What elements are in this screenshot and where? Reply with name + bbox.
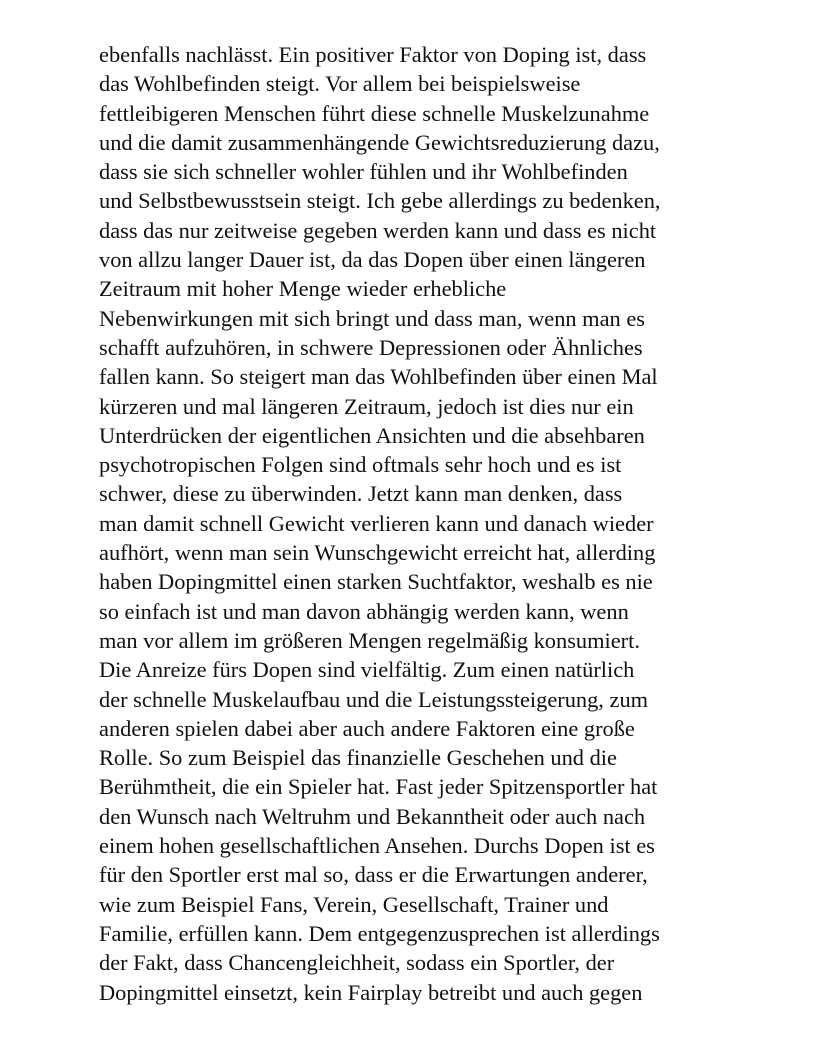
text-line: dass sie sich schneller wohler fühlen und ihr Wohlbefinden	[99, 159, 628, 185]
text-line: schwer, diese zu überwinden. Jetzt kann man denken, dass	[99, 481, 623, 507]
text-line: der schnelle Muskelaufbau und die Leistungssteigerung, zum	[99, 686, 649, 712]
text-line: psychotropischen Folgen sind oftmals sehr hoch und es ist	[99, 452, 622, 478]
text-line: kürzeren und mal längeren Zeitraum, jedoch ist dies nur ein	[99, 393, 634, 419]
text-line: ebenfalls nachlässt. Ein positiver Faktor von Doping ist, dass	[99, 42, 647, 67]
text-line: und die damit zusammenhängende Gewichtsreduzierung dazu,	[99, 129, 660, 155]
text-line: man damit schnell Gewicht verlieren kann und danach wieder	[99, 510, 654, 536]
text-line: und Selbstbewusstsein steigt. Ich gebe allerdings zu bedenken,	[99, 188, 661, 214]
text-line: einem hohen gesellschaftlichen Ansehen. Durchs Dopen ist es	[99, 833, 655, 859]
text-line: so einfach ist und man davon abhängig werden kann, wenn	[99, 598, 629, 624]
text-line: man vor allem im größeren Mengen regelmäßig konsumiert.	[99, 627, 640, 653]
text-line: dass das nur zeitweise gegeben werden kann und dass es nicht	[99, 217, 657, 243]
text-line: Rolle. So zum Beispiel das finanzielle Geschehen und die	[99, 745, 617, 771]
text-line: fettleibigeren Menschen führt diese schnelle Muskelzunahme	[99, 100, 650, 126]
text-line: Berühmtheit, die ein Spieler hat. Fast jeder Spitzensportler hat	[99, 774, 658, 800]
text-line: Unterdrücken der eigentlichen Ansichten und die absehbaren	[99, 422, 645, 448]
text-line: Familie, erfüllen kann. Dem entgegenzusprechen ist allerdings	[99, 920, 660, 946]
text-line: schafft aufzuhören, in schwere Depressionen oder Ähnliches	[99, 334, 643, 360]
text-line: haben Dopingmittel einen starken Suchtfaktor, weshalb es nie	[99, 569, 653, 595]
text-line: aufhört, wenn man sein Wunschgewicht erreicht hat, allerding	[99, 540, 656, 566]
text-line: das Wohlbefinden steigt. Vor allem bei beispielsweise	[99, 71, 581, 97]
text-line: der Fakt, dass Chancengleichheit, sodass ein Sportler, der	[99, 950, 615, 976]
text-line: Die Anreize fürs Dopen sind vielfältig. Zum einen natürlich	[99, 657, 635, 683]
text-line: für den Sportler erst mal so, dass er die Erwartungen anderer,	[99, 862, 648, 888]
text-line: Dopingmittel einsetzt, kein Fairplay betreibt und auch gegen	[99, 979, 643, 1005]
text-line: wie zum Beispiel Fans, Verein, Gesellschaft, Trainer und	[99, 891, 609, 917]
text-line: von allzu langer Dauer ist, da das Dopen über einen längeren	[99, 247, 646, 273]
text-line: anderen spielen dabei aber auch andere Faktoren eine große	[99, 715, 635, 741]
text-line: fallen kann. So steigert man das Wohlbefinden über einen Mal	[99, 364, 658, 390]
text-line: Nebenwirkungen mit sich bringt und dass man, wenn man es	[99, 305, 645, 331]
text-line: Zeitraum mit hoher Menge wieder erhebliche	[99, 276, 507, 302]
body-text	[99, 40, 819, 1007]
text-line: den Wunsch nach Weltruhm und Bekanntheit oder auch nach	[99, 803, 646, 829]
